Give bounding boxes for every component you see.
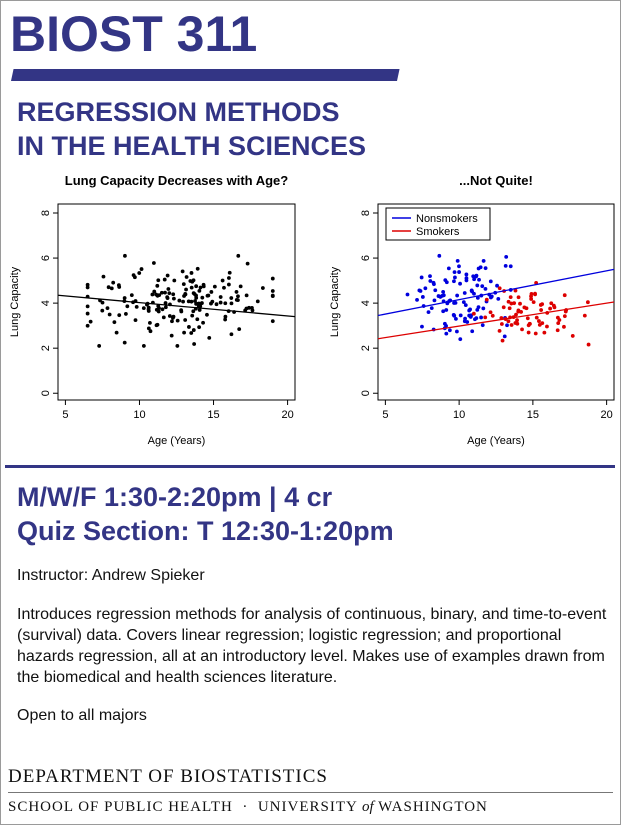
x-tick-label: 5 xyxy=(62,409,69,421)
data-point xyxy=(236,294,240,298)
data-point xyxy=(484,287,488,291)
data-point xyxy=(147,326,151,330)
data-point xyxy=(504,264,508,268)
data-point xyxy=(490,294,494,298)
x-tick-label: 5 xyxy=(382,409,389,421)
data-point xyxy=(222,286,226,290)
fit-line xyxy=(58,295,295,316)
data-point xyxy=(229,296,233,300)
data-point xyxy=(465,276,469,280)
data-point xyxy=(509,264,513,268)
data-point xyxy=(170,334,174,338)
data-point xyxy=(89,320,93,324)
data-point xyxy=(194,284,198,288)
data-point xyxy=(556,328,560,332)
data-point xyxy=(261,286,265,290)
data-point xyxy=(448,328,452,332)
data-point xyxy=(452,279,456,283)
data-point xyxy=(123,254,127,258)
data-point xyxy=(182,282,186,286)
data-point xyxy=(172,297,176,301)
data-point xyxy=(527,331,531,335)
data-point xyxy=(415,298,419,302)
data-point xyxy=(161,307,165,311)
data-point xyxy=(165,295,169,299)
data-point xyxy=(513,321,517,325)
data-point xyxy=(419,289,423,293)
data-point xyxy=(181,300,185,304)
data-point xyxy=(518,302,522,306)
data-point xyxy=(195,317,199,321)
data-point xyxy=(475,284,479,288)
data-point xyxy=(423,286,427,290)
data-point xyxy=(472,292,476,296)
y-tick-label: 6 xyxy=(360,255,372,262)
university-post: WASHINGTON xyxy=(378,799,488,815)
y-tick-label: 4 xyxy=(40,300,52,307)
data-point xyxy=(86,324,90,328)
data-point xyxy=(197,325,201,329)
data-point xyxy=(185,275,189,279)
data-point xyxy=(537,319,541,323)
data-point xyxy=(459,314,463,318)
data-point xyxy=(482,259,486,263)
data-point xyxy=(152,261,156,265)
x-tick-label: 10 xyxy=(133,409,146,421)
data-point xyxy=(106,306,110,310)
data-point xyxy=(215,302,219,306)
data-point xyxy=(124,312,128,316)
data-point xyxy=(562,325,566,329)
fit-line xyxy=(378,269,614,315)
schedule-quiz: Quiz Section: T 12:30-1:20pm xyxy=(17,516,394,546)
data-point xyxy=(500,322,504,326)
data-point xyxy=(140,267,144,271)
data-point xyxy=(162,315,166,319)
x-axis-label: Age (Years) xyxy=(147,435,206,447)
data-point xyxy=(163,278,167,282)
data-point xyxy=(192,328,196,332)
legend-label: Nonsmokers xyxy=(416,213,478,225)
data-point xyxy=(427,310,431,314)
data-point xyxy=(181,270,185,274)
data-point xyxy=(433,298,437,302)
data-point xyxy=(467,309,471,313)
data-point xyxy=(454,317,458,321)
data-point xyxy=(219,301,223,305)
y-tick-label: 2 xyxy=(360,345,372,352)
data-point xyxy=(182,331,186,335)
data-point xyxy=(207,336,211,340)
data-point xyxy=(271,294,275,298)
university-pre: UNIVERSITY xyxy=(257,799,358,815)
data-point xyxy=(471,274,475,278)
data-point xyxy=(184,288,188,292)
chart-title: Lung Capacity Decreases with Age? xyxy=(64,173,289,188)
data-point xyxy=(457,270,461,274)
data-point xyxy=(437,254,441,258)
data-point xyxy=(528,322,532,326)
data-point xyxy=(112,320,116,324)
data-point xyxy=(152,290,156,294)
data-point xyxy=(130,293,134,297)
data-point xyxy=(496,297,500,301)
data-point xyxy=(172,279,176,283)
data-point xyxy=(142,344,146,348)
data-point xyxy=(406,293,410,297)
footer-separator: · xyxy=(242,799,249,815)
data-point xyxy=(485,298,489,302)
data-point xyxy=(134,318,138,322)
data-point xyxy=(498,286,502,290)
y-tick-label: 8 xyxy=(360,209,372,217)
data-point xyxy=(480,284,484,288)
data-point xyxy=(271,289,275,293)
data-point xyxy=(563,293,567,297)
data-point xyxy=(86,304,90,308)
chart-age-only xyxy=(0,168,310,458)
data-point xyxy=(190,314,194,318)
data-point xyxy=(463,291,467,295)
data-point xyxy=(479,265,483,269)
data-point xyxy=(475,308,479,312)
data-point xyxy=(530,292,534,296)
x-tick-label: 20 xyxy=(281,409,294,421)
schedule xyxy=(17,480,394,548)
data-point xyxy=(183,318,187,322)
data-point xyxy=(125,304,129,308)
data-point xyxy=(117,313,121,317)
data-point xyxy=(223,318,227,322)
data-point xyxy=(179,308,183,312)
data-point xyxy=(552,304,556,308)
data-point xyxy=(472,312,476,316)
data-point xyxy=(100,309,104,313)
data-point xyxy=(456,259,460,263)
x-tick-label: 20 xyxy=(600,409,613,421)
data-point xyxy=(548,307,552,311)
majors-note: Open to all majors xyxy=(17,707,147,724)
y-tick-label: 0 xyxy=(360,390,372,397)
data-point xyxy=(223,301,227,305)
data-point xyxy=(571,334,575,338)
data-point xyxy=(227,276,231,280)
data-point xyxy=(539,303,543,307)
department-name: DEPARTMENT OF BIOSTATISTICS xyxy=(8,766,328,787)
data-point xyxy=(534,332,538,336)
data-point xyxy=(556,321,560,325)
data-point xyxy=(228,271,232,275)
data-point xyxy=(194,302,198,306)
data-point xyxy=(245,307,249,311)
data-point xyxy=(182,294,186,298)
data-point xyxy=(441,290,445,294)
data-point xyxy=(539,308,543,312)
data-point xyxy=(444,332,448,336)
y-axis-label: Lung Capacity xyxy=(9,266,21,338)
data-point xyxy=(170,319,174,323)
title-accent-bar xyxy=(11,69,400,81)
data-point xyxy=(420,276,424,280)
data-point xyxy=(205,313,209,317)
legend-label: Smokers xyxy=(416,226,460,238)
data-point xyxy=(123,296,127,300)
y-tick-label: 2 xyxy=(40,345,52,352)
data-point xyxy=(196,267,200,271)
data-point xyxy=(102,275,106,279)
y-tick-label: 0 xyxy=(40,390,52,397)
data-point xyxy=(473,317,477,321)
data-point xyxy=(193,292,197,296)
instructor: Instructor: Andrew Spieker xyxy=(17,567,205,584)
data-point xyxy=(483,315,487,319)
course-title xyxy=(17,95,366,163)
data-point xyxy=(489,310,493,314)
data-point xyxy=(227,283,231,287)
data-point xyxy=(148,321,152,325)
data-point xyxy=(432,281,436,285)
data-point xyxy=(501,339,505,343)
data-point xyxy=(187,299,191,303)
data-point xyxy=(509,295,513,299)
data-point xyxy=(475,274,479,278)
data-point xyxy=(452,313,456,317)
data-point xyxy=(206,294,210,298)
data-point xyxy=(465,273,469,277)
chart-title: ...Not Quite! xyxy=(459,173,533,188)
data-point xyxy=(452,301,456,305)
data-point xyxy=(190,271,194,275)
data-point xyxy=(428,274,432,278)
data-point xyxy=(484,266,488,270)
data-point xyxy=(108,313,112,317)
data-point xyxy=(455,330,459,334)
data-point xyxy=(271,277,275,281)
data-point xyxy=(187,325,191,329)
data-point xyxy=(583,314,587,318)
data-point xyxy=(587,343,591,347)
data-point xyxy=(491,314,495,318)
data-point xyxy=(155,323,159,327)
data-point xyxy=(199,286,203,290)
data-point xyxy=(479,316,483,320)
data-point xyxy=(481,307,485,311)
data-point xyxy=(123,341,127,345)
data-point xyxy=(219,295,223,299)
data-point xyxy=(163,291,167,295)
data-point xyxy=(481,323,485,327)
data-point xyxy=(111,281,115,285)
data-point xyxy=(167,291,171,295)
y-tick-label: 4 xyxy=(360,300,372,307)
data-point xyxy=(437,294,441,298)
data-point xyxy=(458,282,462,286)
data-point xyxy=(166,274,170,278)
data-point xyxy=(86,283,90,287)
data-point xyxy=(421,295,425,299)
data-point xyxy=(168,314,172,318)
data-point xyxy=(502,305,506,309)
x-tick-label: 15 xyxy=(207,409,220,421)
data-point xyxy=(467,314,471,318)
data-point xyxy=(508,306,512,310)
data-point xyxy=(189,331,193,335)
data-point xyxy=(117,283,121,287)
data-point xyxy=(470,329,474,333)
data-point xyxy=(535,316,539,320)
x-tick-label: 10 xyxy=(453,409,466,421)
data-point xyxy=(177,299,181,303)
school-name: SCHOOL OF PUBLIC HEALTH xyxy=(8,799,233,815)
data-point xyxy=(522,306,526,310)
data-point xyxy=(507,319,511,323)
data-point xyxy=(457,264,461,268)
data-point xyxy=(237,327,241,331)
data-point xyxy=(445,280,449,284)
data-point xyxy=(464,303,468,307)
data-point xyxy=(221,279,225,283)
data-point xyxy=(190,280,194,284)
data-point xyxy=(97,344,101,348)
data-point xyxy=(197,289,201,293)
data-point xyxy=(132,273,136,277)
data-point xyxy=(545,325,549,329)
data-point xyxy=(256,299,260,303)
data-point xyxy=(164,305,168,309)
school-university xyxy=(8,799,488,816)
data-point xyxy=(458,337,462,341)
data-point xyxy=(147,308,151,312)
data-point xyxy=(236,254,240,258)
data-point xyxy=(115,331,119,335)
data-point xyxy=(526,316,530,320)
data-point xyxy=(86,312,90,316)
data-point xyxy=(430,306,434,310)
data-point xyxy=(245,293,249,297)
y-tick-label: 8 xyxy=(40,209,52,217)
data-point xyxy=(239,284,243,288)
data-point xyxy=(442,293,446,297)
data-point xyxy=(509,302,513,306)
data-point xyxy=(142,306,146,310)
data-point xyxy=(517,309,521,313)
data-point xyxy=(532,300,536,304)
data-point xyxy=(447,266,451,270)
data-point xyxy=(542,331,546,335)
data-point xyxy=(517,295,521,299)
data-point xyxy=(538,323,542,327)
data-point xyxy=(209,290,213,294)
footer-divider xyxy=(8,792,613,793)
data-point xyxy=(498,329,502,333)
data-point xyxy=(586,300,590,304)
data-point xyxy=(175,344,179,348)
data-point xyxy=(533,293,537,297)
data-point xyxy=(503,334,507,338)
data-point xyxy=(213,285,217,289)
data-point xyxy=(235,290,239,294)
x-axis-label: Age (Years) xyxy=(467,435,525,447)
data-point xyxy=(157,310,161,314)
data-point xyxy=(230,332,234,336)
data-point xyxy=(137,271,141,275)
section-divider xyxy=(5,465,615,468)
data-point xyxy=(201,321,205,325)
data-point xyxy=(156,294,160,298)
data-point xyxy=(251,309,255,313)
data-point xyxy=(477,278,481,282)
y-axis-label: Lung Capacity xyxy=(329,266,341,338)
data-point xyxy=(176,319,180,323)
data-point xyxy=(156,278,160,282)
data-point xyxy=(190,286,194,290)
data-point xyxy=(166,287,170,291)
data-point xyxy=(563,314,567,318)
y-tick-label: 6 xyxy=(40,255,52,262)
data-point xyxy=(235,298,239,302)
data-point xyxy=(246,262,250,266)
data-point xyxy=(200,296,204,300)
data-point xyxy=(202,284,206,288)
x-tick-label: 15 xyxy=(526,409,539,421)
course-title-line2: IN THE HEALTH SCIENCES xyxy=(17,131,367,161)
fit-line xyxy=(378,302,614,339)
course-title-line1: REGRESSION METHODS xyxy=(17,97,340,127)
data-point xyxy=(444,308,448,312)
data-point xyxy=(510,323,514,327)
chart-by-smoking xyxy=(318,168,618,458)
data-point xyxy=(194,296,198,300)
university-of: of xyxy=(362,799,374,815)
data-point xyxy=(489,279,493,283)
data-point xyxy=(505,323,509,327)
data-point xyxy=(230,302,234,306)
data-point xyxy=(155,284,159,288)
data-point xyxy=(433,288,437,292)
data-point xyxy=(271,319,275,323)
data-point xyxy=(192,342,196,346)
data-point xyxy=(504,255,508,259)
data-point xyxy=(520,327,524,331)
data-point xyxy=(420,325,424,329)
data-point xyxy=(453,276,457,280)
data-point xyxy=(463,319,467,323)
data-point xyxy=(110,287,114,291)
data-point xyxy=(455,294,459,298)
course-description: Introduces regression methods for analysis of continuous, binary, and time-to-event (survival) data. Covers linear regression; logistic regression; and proportional hazards regression, all at an introductory level. Makes use of examples drawn from the biomedical and health sciences literature. xyxy=(17,606,607,686)
data-point xyxy=(135,305,139,309)
course-code: BIOST 311 xyxy=(10,6,258,62)
data-point xyxy=(171,292,175,296)
schedule-lecture: M/W/F 1:30-2:20pm | 4 cr xyxy=(17,482,333,512)
data-point xyxy=(444,324,448,328)
data-point xyxy=(210,300,214,304)
data-point xyxy=(453,270,457,274)
